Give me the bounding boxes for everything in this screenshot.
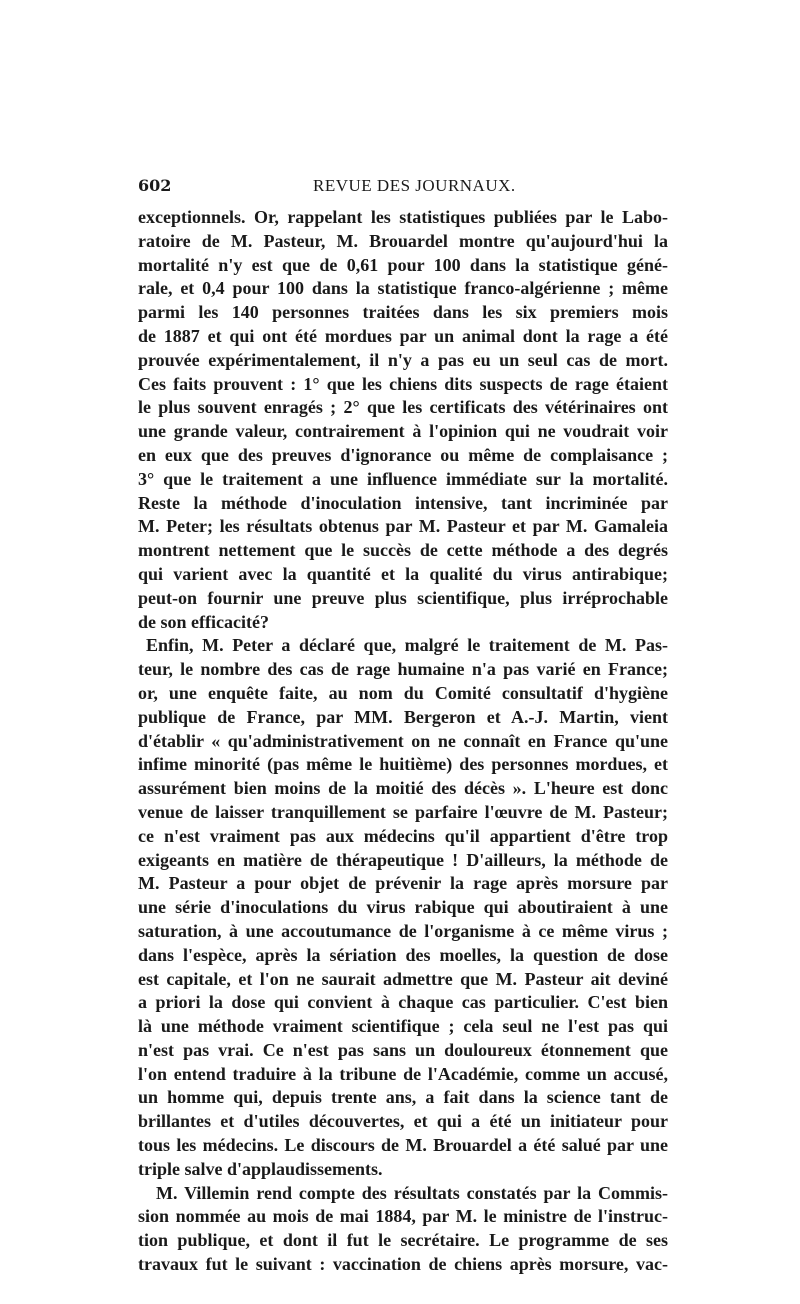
text-line: infime minorité (pas même le huitième) des personnes mordues, et bbox=[138, 754, 668, 775]
running-head bbox=[138, 176, 668, 200]
text-line: brillantes et d'utiles découvertes, et qui a été un initiateur pour bbox=[138, 1111, 668, 1132]
running-title: REVUE DES JOURNAUX. bbox=[313, 176, 516, 195]
paragraph-start-line: Enfin, M. Peter a déclaré que, malgré le traitement de M. Pas- bbox=[146, 635, 668, 656]
body-text bbox=[138, 206, 668, 1277]
text-line: exigeants en matière de thérapeutique ! D'ailleurs, la méthode de bbox=[138, 849, 668, 870]
text-line: or, une enquête faite, au nom du Comité consultatif d'hygiène bbox=[138, 682, 668, 703]
text-line: venue de laisser tranquillement se parfaire l'œuvre de M. Pasteur; bbox=[138, 801, 668, 822]
text-line: une grande valeur, contrairement à l'opinion qui ne voudrait voir bbox=[138, 421, 668, 442]
text-line: M. Peter; les résultats obtenus par M. Pasteur et par M. Gamaleia bbox=[138, 516, 668, 537]
text-line: tion publique, et dont il fut le secrétaire. Le programme de ses bbox=[138, 1230, 668, 1251]
text-line: 3° que le traitement a une influence immédiate sur la mortalité. bbox=[138, 468, 668, 489]
text-line: a priori la dose qui convient à chaque cas particulier. C'est bien bbox=[138, 992, 668, 1013]
text-line: publique de France, par MM. Bergeron et A.-J. Martin, vient bbox=[138, 706, 668, 727]
text-line: montrent nettement que le succès de cette méthode a des degrés bbox=[138, 540, 668, 561]
text-line: un homme qui, depuis trente ans, a fait dans la science tant de bbox=[138, 1087, 668, 1108]
text-line: tous les médecins. Le discours de M. Brouardel a été salué par une bbox=[138, 1135, 668, 1156]
text-line: assurément bien moins de la moitié des décès ». L'heure est donc bbox=[138, 778, 668, 799]
text-line: rale, et 0,4 pour 100 dans la statistique franco-algérienne ; même bbox=[138, 278, 668, 299]
text-line: Reste la méthode d'inoculation intensive, tant incriminée par bbox=[138, 492, 668, 513]
text-line: ratoire de M. Pasteur, M. Brouardel montre qu'aujourd'hui la bbox=[138, 230, 668, 251]
text-line: M. Pasteur a pour objet de prévenir la rage après morsure par bbox=[138, 873, 668, 894]
text-line: de son efficacité? bbox=[138, 611, 269, 632]
text-line: mortalité n'y est que de 0,61 pour 100 dans la statistique géné- bbox=[138, 254, 668, 275]
text-line: là une méthode vraiment scientifique ; cela seul ne l'est pas qui bbox=[138, 1016, 668, 1037]
text-line: une série d'inoculations du virus rabique qui aboutiraient à une bbox=[138, 897, 668, 918]
page-number: 602 bbox=[138, 176, 172, 195]
text-line: dans l'espèce, après la sériation des moelles, la question de dose bbox=[138, 944, 668, 965]
text-line: exceptionnels. Or, rappelant les statistiques publiées par le Labo- bbox=[138, 207, 668, 227]
text-line: qui varient avec la quantité et la qualité du virus antirabique; bbox=[138, 563, 668, 584]
text-line: sion nommée au mois de mai 1884, par M. le ministre de l'instruc- bbox=[138, 1206, 668, 1227]
text-line: teur, le nombre des cas de rage humaine n'a pas varié en France; bbox=[138, 659, 668, 680]
text-line: d'établir « qu'administrativement on ne connaît en France qu'une bbox=[138, 730, 668, 751]
text-line: parmi les 140 personnes traitées dans les six premiers mois bbox=[138, 302, 668, 323]
text-line: triple salve d'applaudissements. bbox=[138, 1158, 383, 1179]
text-line: Ces faits prouvent : 1° que les chiens dits suspects de rage étaient bbox=[138, 373, 668, 394]
text-line: en eux que des preuves d'ignorance ou même de complaisance ; bbox=[138, 444, 668, 465]
text-line: prouvée expérimentalement, il n'y a pas eu un seul cas de mort. bbox=[138, 349, 668, 370]
text-line: travaux fut le suivant : vaccination de chiens après morsure, vac- bbox=[138, 1254, 668, 1275]
text-line: saturation, à une accoutumance de l'organisme à ce même virus ; bbox=[138, 920, 668, 941]
text-line: peut-on fournir une preuve plus scientifique, plus irréprochable bbox=[138, 587, 668, 608]
text-line: est capitale, et l'on ne saurait admettre que M. Pasteur ait deviné bbox=[138, 968, 668, 989]
text-line: n'est pas vrai. Ce n'est pas sans un douloureux étonnement que bbox=[138, 1039, 668, 1060]
paragraph-start-line: M. Villemin rend compte des résultats constatés par la Commis- bbox=[156, 1182, 668, 1203]
text-line: ce n'est vraiment pas aux médecins qu'il appartient d'être trop bbox=[138, 825, 668, 846]
text-line: de 1887 et qui ont été mordues par un animal dont la rage a été bbox=[138, 325, 668, 346]
text-line: le plus souvent enragés ; 2° que les certificats des vétérinaires ont bbox=[138, 397, 668, 418]
text-line: l'on entend traduire à la tribune de l'Académie, comme un accusé, bbox=[138, 1063, 668, 1084]
